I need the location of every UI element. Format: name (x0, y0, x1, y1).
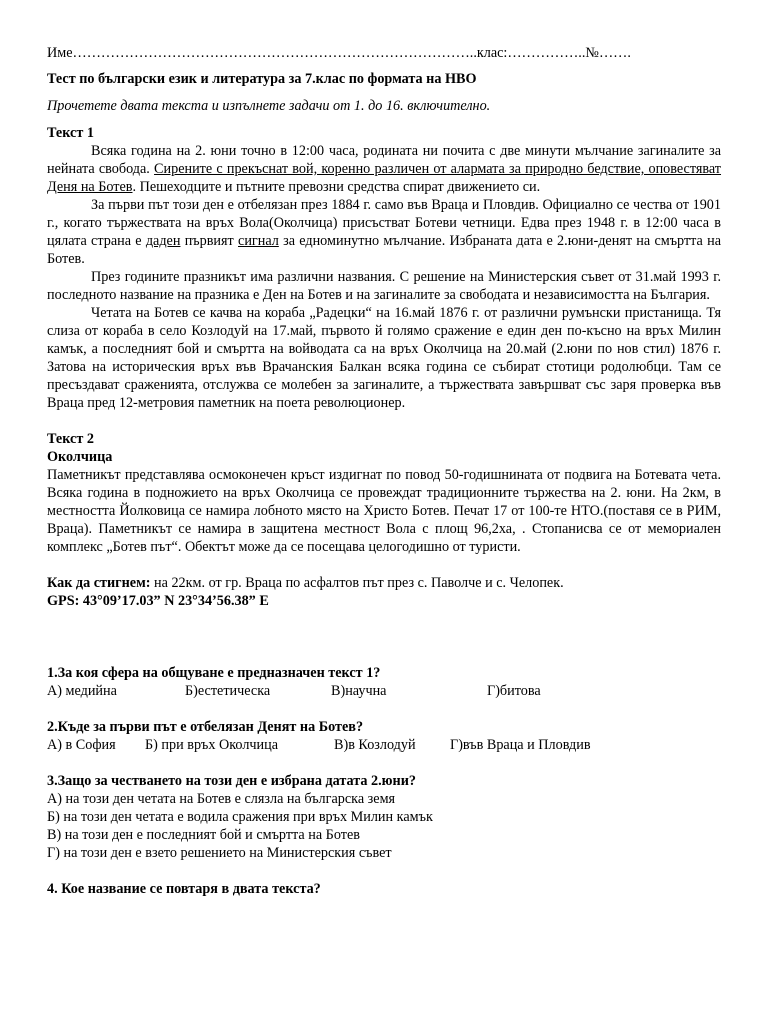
document-content (47, 44, 721, 898)
text1-paragraph-1 (47, 142, 721, 196)
text1-p2-middle: първият (180, 233, 239, 249)
text2-paragraph: Паметникът представлява осмоконечен кръст издигнат по повод 50-годишнината от подвига на Ботевата чета. Всяка година в подножието на връх Околчица се провеждат традиционните тържества на 2. юни. На 2км, в местността Йолковица се намира лобното място на Христо Ботев. Печат 17 от 100-те НТО.(поставя се в РИМ, Враца). Паметникът се намира в защитена местност Вола с площ 96,2ха, . Стопанисва се от мемориален комплекс „Ботев път“. Обектът може да се посещава целогодишно от туристи. (47, 467, 721, 555)
text1-p2-underlined-word-2: сигнал (238, 233, 279, 249)
q1-option-d: Г)битова (487, 683, 541, 699)
directions-line (47, 574, 721, 592)
text1-p2-underlined-word-1: даден (145, 233, 181, 249)
q3-option-d: Г) на този ден е взето решението на Министерския съвет (47, 845, 392, 861)
text1-paragraph-4: Четата на Ботев се качва на кораба „Радецки“ на 16.май 1876 г. от различни румънски пристанища. Тя слиза от кораба в село Козлодуй на 17.май, първото й голямо сражение е един ден по-късно на връх Милин камък, а последният бой и смъртта на войводата са на връх Околчица на 20.май (2.юни по нов стил) 1876 г. Затова на историческия връх във Врачанския Балкан всяка година се събират стотици родолюбци. Там се пресъздават сраженията, отслужва се молебен за загиналите, а тържествата завършват със заря проверка във Враца пред 12-метровия паметник на поета революционер. (47, 305, 721, 411)
question-1-options (47, 682, 721, 700)
q2-option-b: Б) при връх Околчица (145, 737, 279, 753)
q1-option-b: Б)естетическа (185, 683, 271, 699)
text1-paragraph-2 (47, 196, 721, 268)
text1-paragraph-3: През годините празникът има различни названия. С решение на Министерския съвет от 31.май 1993 г. последното название на празника е Ден на Ботев и на загиналите за свободата и независимостта на България. (47, 269, 721, 303)
q2-option-d: Г)във Враца и Пловдив (450, 737, 591, 753)
test-title: Тест по български език и литература за 7.клас по формата на НВО (47, 71, 477, 87)
question-3: 3.Защо за честването на този ден е избрана датата 2.юни? (47, 773, 416, 789)
q1-option-c: В)научна (331, 683, 387, 699)
text1-p1-underlined: Сирените с прекъснат вой, коренно различен от алармата за природно бедствие, оповестяват Деня на Ботев (47, 161, 722, 195)
q3-option-b: Б) на този ден четата е водила сражения при връх Милин камък (47, 809, 433, 825)
q3-option-a: А) на този ден четата на Ботев е слязла на българска земя (47, 791, 396, 807)
directions-text: на 22км. от гр. Враца по асфалтов път през с. Паволче и с. Челопек. (150, 575, 564, 591)
text2-heading: Текст 2 (47, 431, 94, 447)
question-2-options (47, 736, 721, 754)
instructions: Прочетете двата текста и изпълнете задачи от 1. до 16. включително. (47, 98, 491, 114)
text1-p2-end: за едноминутно мълчание. Избраната дата е 2.юни-денят на смъртта на Ботев. (47, 233, 721, 267)
q3-option-c: В) на този ден е последният бой и смъртта на Ботев (47, 827, 360, 843)
q1-option-a: А) медийна (47, 683, 117, 699)
question-1: 1.За коя сфера на общуване е предназначен текст 1? (47, 665, 381, 681)
q2-option-c: В)в Козлодуй (334, 737, 416, 753)
gps-coordinates: GPS: 43°09’17.03” N 23°34’56.38” E (47, 593, 269, 609)
question-4: 4. Кое название се повтаря в двата текста? (47, 881, 321, 897)
question-2: 2.Къде за първи път е отбелязан Денят на Ботев? (47, 719, 364, 735)
directions-label: Как да стигнем: (47, 575, 151, 591)
text1-p1-start: Всяка година на 2. юни точно в 12:00 часа, родината ни почита с две минути мълчание загиналите за нейната свобода. (47, 143, 721, 177)
name-class-line: Име…………………………………………………………………………..клас:……………..№……. (47, 45, 631, 61)
text2-subheading: Околчица (47, 449, 113, 465)
text1-p2-start: За първи път този ден е отбелязан през 1884 г. само във Враца и Пловдив. Официално се чества от 1901 г., когато тържествата на връх Вола(Околчица) присъстват Ботеви четници. Едва през 1948 г. в 12:00 часа в цялата страна е (47, 197, 721, 249)
text1-heading: Текст 1 (47, 125, 94, 141)
text1-p1-end: . Пешеходците и пътните превозни средства спират движението си. (132, 179, 541, 195)
q2-option-a: А) в София (47, 737, 116, 753)
